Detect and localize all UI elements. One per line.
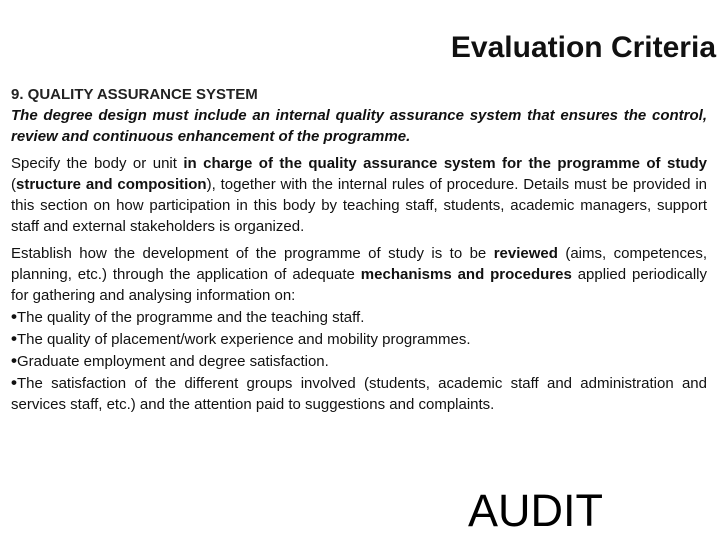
list-item-text: Graduate employment and degree satisfaction. [16, 353, 329, 370]
slide-content [11, 84, 707, 415]
para1-bold-1: in charge of the quality assurance system for the programme of study [183, 155, 707, 172]
list-item-text: The quality of placement/work experience and mobility programmes. [16, 331, 471, 348]
list-item-text: The quality of the programme and the teaching staff. [16, 309, 365, 326]
criteria-bullet-list [11, 306, 707, 415]
section-heading: 9. QUALITY ASSURANCE SYSTEM [11, 86, 258, 103]
para1-bold-2: structure and composition [16, 176, 207, 193]
bullet-icon: • [11, 373, 17, 392]
bullet-icon: • [11, 351, 17, 370]
para2-text-3: applied periodically for gathering and analysing information on: [11, 266, 708, 304]
bullet-icon: • [11, 307, 17, 326]
list-item [11, 306, 707, 328]
list-item [11, 372, 707, 415]
slide-title: Evaluation Criteria [450, 31, 716, 64]
list-item-text: The satisfaction of the different groups involved (students, academic staff and administration and services staff, etc.) and the attention paid to suggestions and complaints. [11, 375, 707, 413]
body-paragraph-review [11, 243, 707, 306]
para1-text-1: Specify the body or unit [11, 155, 184, 172]
audit-label: AUDIT [468, 485, 603, 536]
list-item [11, 350, 707, 372]
para2-text-1: Establish how the development of the programme of study is to be [11, 245, 494, 262]
body-paragraph-structure [11, 153, 707, 237]
requirement-statement: The degree design must include an internal quality assurance system that ensures the control, review and continuous enhancement of the programme. [11, 107, 707, 145]
para2-bold-1: reviewed [493, 245, 558, 262]
para2-text-2: (aims, competences, planning, etc.) through the application of adequate [11, 245, 707, 283]
para1-text-2: ( [11, 176, 16, 193]
para1-text-3: ), together with the internal rules of procedure. Details must be provided in this section on how participation in this body by teaching staff, students, academic managers, support staff and external stakeholders is organized. [11, 176, 707, 235]
list-item [11, 328, 707, 350]
bullet-icon: • [11, 329, 17, 348]
para2-bold-2: mechanisms and procedures [360, 266, 572, 283]
